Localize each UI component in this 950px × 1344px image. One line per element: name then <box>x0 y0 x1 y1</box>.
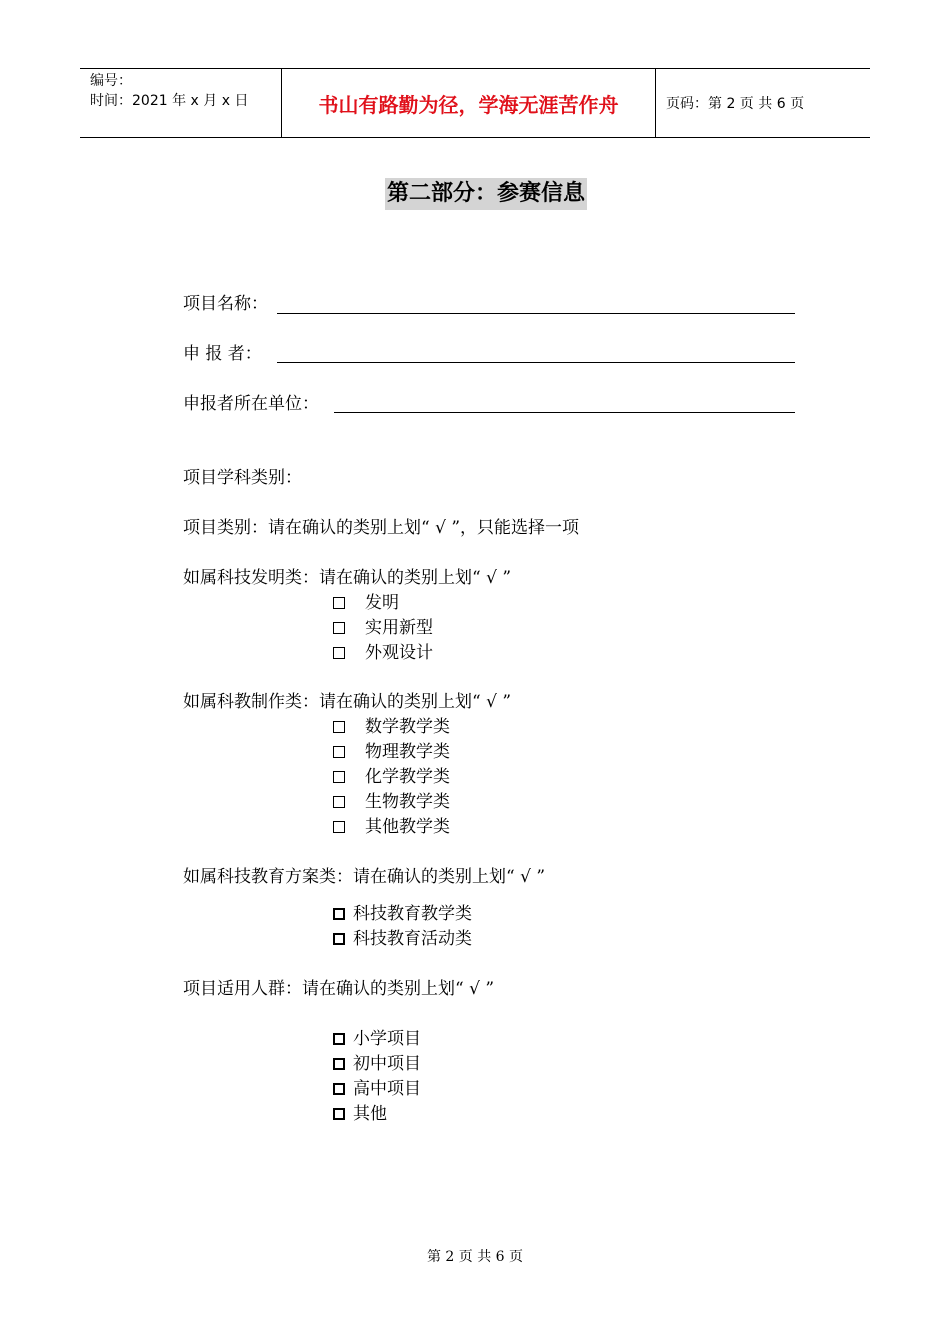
checkbox[interactable] <box>333 796 345 808</box>
audience-label: 项目适用人群：请在确认的类别上划“ √ ” <box>183 979 495 999</box>
checkbox[interactable] <box>333 1108 345 1120</box>
checkbox[interactable] <box>333 647 345 659</box>
project-category-instruction: 项目类别：请在确认的类别上划“ √ ”，只能选择一项 <box>183 518 580 538</box>
checkbox[interactable] <box>333 597 345 609</box>
teaching-aids-option[interactable]: 数学教学类 <box>333 715 450 739</box>
teaching-aids-option[interactable]: 化学教学类 <box>333 765 450 789</box>
checkbox[interactable] <box>333 746 345 758</box>
checkbox[interactable] <box>333 622 345 634</box>
checkbox[interactable] <box>333 821 345 833</box>
document-header <box>80 68 870 138</box>
audience-option[interactable]: 高中项目 <box>333 1077 421 1101</box>
education-plan-option[interactable]: 科技教育活动类 <box>333 927 472 951</box>
teaching-aids-option[interactable]: 生物教学类 <box>333 790 450 814</box>
header-page-label: 页码：第 2 页 共 6 页 <box>666 96 805 112</box>
time-label: 时间：2021 年 x 月 x 日 <box>90 93 249 109</box>
education-plan-label: 如属科技教育方案类：请在确认的类别上划“ √ ” <box>183 867 546 887</box>
audience-option[interactable]: 小学项目 <box>333 1027 421 1051</box>
teaching-aids-label: 如属科教制作类：请在确认的类别上划“ √ ” <box>183 692 512 712</box>
applicant-field[interactable] <box>277 362 795 363</box>
header-motto: 书山有路勤为径，学海无涯苦作舟 <box>281 69 656 137</box>
invention-label: 如属科技发明类：请在确认的类别上划“ √ ” <box>183 568 512 588</box>
checkbox[interactable] <box>333 721 345 733</box>
subject-category-label: 项目学科类别： <box>183 468 302 488</box>
audience-option[interactable]: 其他 <box>333 1102 387 1126</box>
invention-option[interactable]: 发明 <box>333 591 399 615</box>
serial-label: 编号： <box>90 73 132 89</box>
education-plan-option[interactable]: 科技教育教学类 <box>333 902 472 926</box>
section-title: 第二部分：参赛信息 <box>385 178 587 210</box>
applicant-label: 申 报 者： <box>183 344 262 364</box>
applicant-unit-field[interactable] <box>334 412 795 413</box>
checkbox[interactable] <box>333 771 345 783</box>
checkbox[interactable] <box>333 1033 345 1045</box>
teaching-aids-option[interactable]: 其他教学类 <box>333 815 450 839</box>
applicant-unit-label: 申报者所在单位： <box>183 394 319 414</box>
checkbox[interactable] <box>333 933 345 945</box>
page-footer: 第 2 页 共 6 页 <box>426 1249 524 1265</box>
project-name-field[interactable] <box>277 313 795 314</box>
teaching-aids-option[interactable]: 物理教学类 <box>333 740 450 764</box>
invention-option[interactable]: 实用新型 <box>333 616 433 640</box>
header-meta <box>80 69 281 137</box>
invention-option[interactable]: 外观设计 <box>333 641 433 665</box>
checkbox[interactable] <box>333 1058 345 1070</box>
checkbox[interactable] <box>333 908 345 920</box>
project-name-label: 项目名称： <box>183 294 268 314</box>
checkbox[interactable] <box>333 1083 345 1095</box>
audience-option[interactable]: 初中项目 <box>333 1052 421 1076</box>
